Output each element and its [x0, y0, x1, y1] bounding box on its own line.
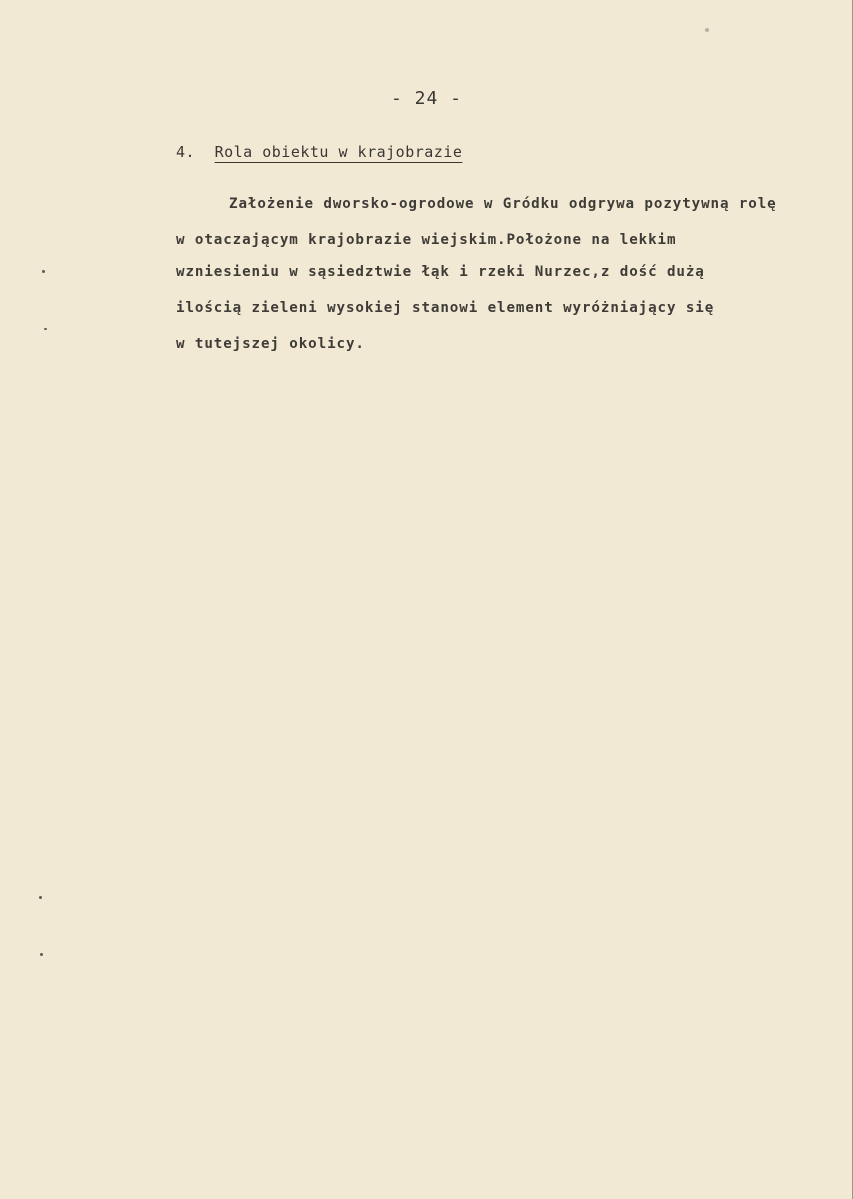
paper-speck — [40, 953, 43, 956]
section-title: Rola obiektu w krajobrazie — [214, 143, 463, 161]
paragraph-line: w tutejszej okolicy. — [176, 336, 365, 352]
paragraph-line: w otaczającym krajobrazie wiejskim.Położone na lekkim — [176, 232, 677, 248]
paragraph-line: wzniesieniu w sąsiedztwie łąk i rzeki Nurzec,z dość dużą — [176, 264, 705, 280]
section-number: 4. — [176, 143, 196, 161]
paper-speck — [42, 270, 45, 273]
page-number: - 24 - — [390, 88, 463, 109]
paper-speck — [44, 328, 47, 330]
paper-speck — [39, 896, 42, 899]
section-heading — [176, 143, 462, 161]
paper-speck — [705, 28, 709, 32]
paragraph-line: ilością zieleni wysokiej stanowi element wyróżniający się — [176, 300, 715, 316]
paragraph-line: Założenie dworsko-ogrodowe w Gródku odgrywa pozytywną rolę — [229, 196, 777, 212]
